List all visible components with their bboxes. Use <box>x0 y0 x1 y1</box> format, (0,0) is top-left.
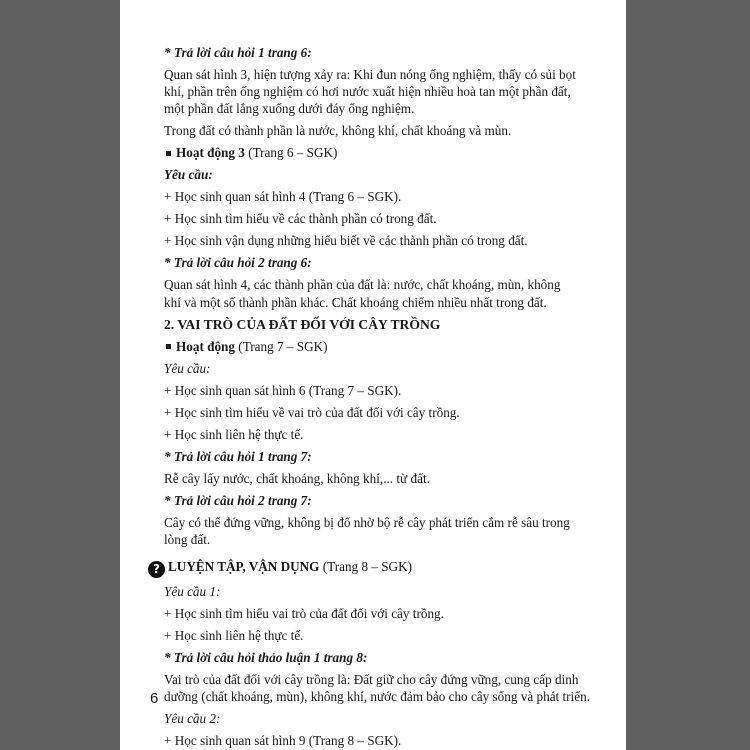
paragraph <box>164 470 596 487</box>
list-item: + Học sinh tìm hiểu về các thành phần có trong đất. <box>164 211 437 227</box>
paragraph-line: Cây có thể đứng vững, không bị đổ nhờ bộ rễ cây phát triển cắm rễ sâu trong <box>164 514 570 530</box>
section-title: 2. VAI TRÒ CỦA ĐẤT ĐỐI VỚI CÂY TRỒNG <box>164 316 441 332</box>
activity-heading <box>164 144 596 161</box>
paragraph-line: Quan sát hình 4, các thành phần của đất là: nước, chất khoáng, mùn, không <box>164 277 561 293</box>
paragraph-line: một phần đất lắng xuống dưới đáy ống nghiệm. <box>164 101 415 117</box>
heading-bold-text: LUYỆN TẬP, VẬN DỤNG <box>168 559 320 575</box>
paragraph <box>164 671 596 705</box>
list-item: + Học sinh vận dụng những hiểu biết về các thành phần có trong đất. <box>164 233 528 249</box>
left-dark-margin <box>0 0 120 750</box>
square-bullet-icon <box>166 151 171 156</box>
answer-heading: Yêu cầu: <box>164 167 213 183</box>
list-item: + Học sinh liên hệ thực tế. <box>164 426 304 442</box>
activity-heading <box>164 338 596 355</box>
paragraph-line: dưỡng (chất khoáng, mùn), không khí, nước đảm bảo cho cây sống và phát triển. <box>164 689 590 705</box>
list-item: + Học sinh quan sát hình 4 (Trang 6 – SGK). <box>164 189 402 205</box>
paragraph <box>164 276 596 310</box>
paragraph <box>164 66 596 118</box>
heading-bold-text: Hoạt động <box>176 338 235 354</box>
page-number: 6 <box>150 690 159 707</box>
requirement-label: Yêu cầu 2: <box>164 711 221 727</box>
paragraph-line: lòng đất. <box>164 531 211 547</box>
requirement-label: Yêu cầu 1: <box>164 583 221 599</box>
heading-reference: (Trang 8 – SGK) <box>319 559 413 575</box>
list-item: + Học sinh quan sát hình 6 (Trang 7 – SGK). <box>164 382 402 398</box>
paragraph-line: Trong đất có thành phần là nước, không khí, chất khoáng và mùn. <box>164 123 512 139</box>
list-item: + Học sinh tìm hiểu về vai trò của đất đối với cây trồng. <box>164 404 460 420</box>
square-bullet-icon <box>166 344 171 349</box>
paragraph <box>164 514 596 548</box>
practice-heading <box>148 558 596 578</box>
page-content <box>153 44 596 749</box>
heading-reference: (Trang 7 – SGK) <box>235 338 328 354</box>
right-dark-margin <box>626 0 750 750</box>
heading-bold-text: Hoạt động 3 <box>176 145 245 161</box>
question-bubble-icon: ? <box>148 561 165 578</box>
paragraph <box>164 122 596 139</box>
list-item: + Học sinh liên hệ thực tế. <box>164 627 304 643</box>
paragraph-line: khí, phần trên ống nghiệm có hơi nước xuất hiện nhiều hoà tan một phần đất, <box>164 84 571 100</box>
answer-heading: * Trả lời câu hỏi 2 trang 7: <box>164 492 312 508</box>
answer-heading: * Trả lời câu hỏi 2 trang 6: <box>164 255 312 271</box>
paragraph-line: Vai trò của đất đối với cây trồng là: Đất giữ cho cây đứng vững, cung cấp dinh <box>164 671 579 687</box>
answer-heading: * Trả lời câu hỏi 1 trang 7: <box>164 448 312 464</box>
paragraph-line: khí và một số thành phần khác. Chất khoáng chiếm nhiều nhất trong đất. <box>164 294 547 310</box>
answer-heading: * Trả lời câu hỏi thảo luận 1 trang 8: <box>164 649 368 665</box>
list-item: + Học sinh tìm hiểu vai trò của đất đối với cây trồng. <box>164 605 444 621</box>
list-item: + Học sinh quan sát hình 9 (Trang 8 – SGK). <box>164 733 402 749</box>
document-page <box>120 0 626 750</box>
heading-reference: (Trang 6 – SGK) <box>244 145 338 161</box>
requirement-label: Yêu cầu: <box>164 360 211 376</box>
paragraph-line: Quan sát hình 3, hiện tượng xảy ra: Khi đun nóng ống nghiệm, thấy có sủi bọt <box>164 67 576 82</box>
paragraph-line: Rễ cây lấy nước, chất khoáng, không khí,... từ đất. <box>164 470 430 486</box>
answer-heading: * Trả lời câu hỏi 1 trang 6: <box>164 45 312 60</box>
